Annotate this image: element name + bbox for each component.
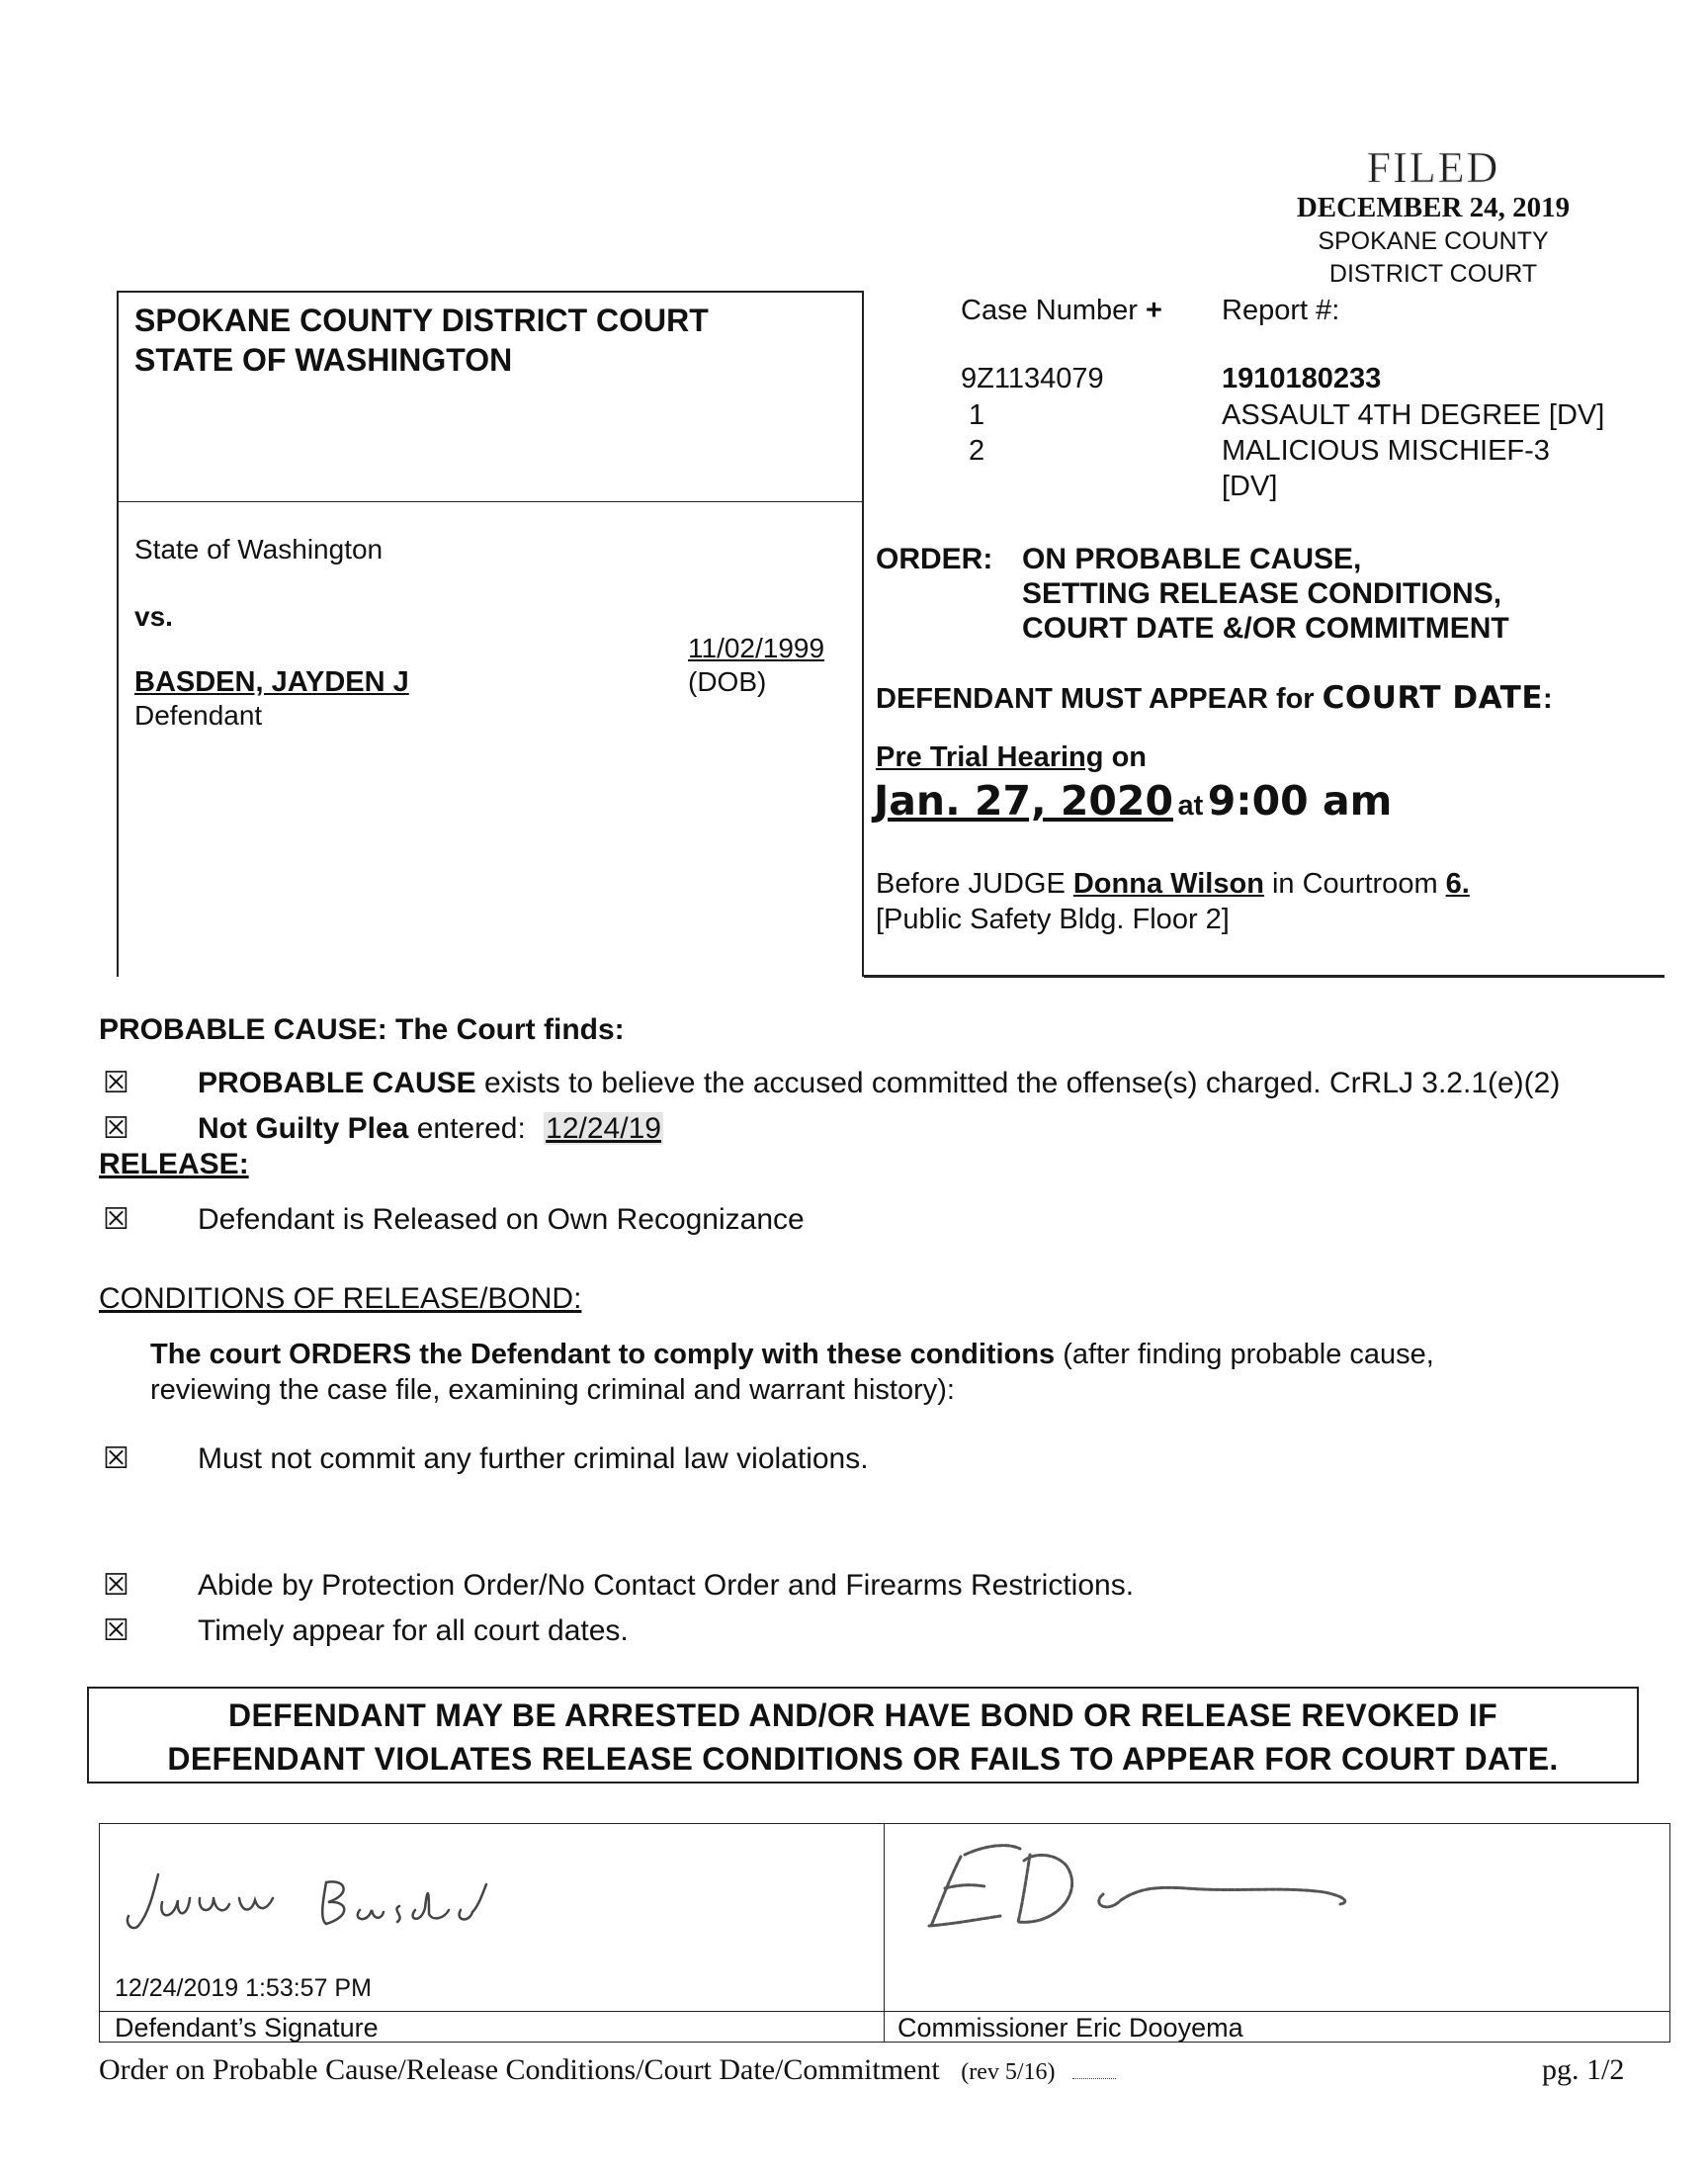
plaintiff: State of Washington [134, 534, 384, 565]
parties-box [117, 502, 864, 977]
case-plus: + [1145, 295, 1162, 326]
page-number: pg. 1/2 [1542, 2053, 1625, 2086]
case-number-label [961, 293, 1162, 328]
form-footer [99, 2050, 1116, 2092]
hearing-type: Pre Trial Hearing [876, 741, 1104, 773]
probable-cause-finding [198, 1066, 1560, 1101]
appear-notice [876, 680, 1553, 717]
order-line-3: COURT DATE &/OR COMMITMENT [1022, 612, 1509, 645]
conditions-heading: CONDITIONS OF RELEASE/BOND: [99, 1282, 582, 1315]
hearing-at: at [1177, 790, 1204, 822]
dob-label: (DOB) [688, 666, 767, 697]
order-line-2: SETTING RELEASE CONDITIONS, [1022, 577, 1502, 610]
appear-colon: : [1543, 683, 1553, 715]
defendant-name: BASDEN, JAYDEN J [134, 666, 409, 698]
commissioner-signature-label: Commissioner Eric Dooyema [897, 2013, 1243, 2043]
court-state: STATE OF WASHINGTON [134, 342, 513, 378]
court-caption-box [117, 291, 864, 502]
courtroom-number: 6. [1445, 868, 1470, 900]
condition-3: Timely appear for all court dates. [198, 1614, 629, 1647]
arrest-warning-box [87, 1687, 1639, 1784]
commissioner-signature [909, 1831, 1443, 1940]
charge-1-number: 1 [969, 399, 985, 431]
probable-cause-text: exists to believe the accused committed the offense(s) charged. CrRLJ 3.2.1(e)(2) [484, 1067, 1561, 1099]
checkbox-probable-cause[interactable]: ☒ [103, 1067, 129, 1099]
checkbox-not-guilty-plea[interactable]: ☒ [103, 1112, 129, 1145]
order-label: ORDER: [876, 543, 993, 575]
filed-stamp [1216, 143, 1651, 291]
filed-date: DECEMBER 24, 2019 [1296, 192, 1571, 223]
charge-1-description: ASSAULT 4TH DEGREE [DV] [1222, 399, 1605, 431]
probable-cause-heading: PROBABLE CAUSE: The Court finds: [99, 1013, 625, 1046]
checkbox-release[interactable]: ☒ [103, 1203, 129, 1236]
filed-label: FILED [1366, 143, 1500, 192]
before-judge: Before JUDGE [876, 868, 1066, 900]
form-title: Order on Probable Cause/Release Conditions/Court Date/Commitment [99, 2053, 940, 2086]
appear-prefix: DEFENDANT MUST APPEAR for [876, 683, 1315, 715]
filed-court-line2: DISTRICT COURT [1328, 260, 1538, 288]
report-number: 1910180233 [1222, 363, 1382, 394]
checkbox-condition-3[interactable]: ☒ [103, 1614, 129, 1647]
condition-1: Must not commit any further criminal law violations. [198, 1442, 869, 1475]
judge-line [876, 866, 1470, 902]
hearing-type-line [876, 740, 1147, 775]
hearing-on: on [1111, 741, 1147, 773]
conditions-intro [150, 1337, 1434, 1372]
warning-line-2: DEFENDANT VIOLATES RELEASE CONDITIONS OR FAILS TO APPEAR FOR COURT DATE. [167, 1741, 1559, 1777]
hearing-time: 9:00 am [1207, 777, 1393, 825]
plea-text: entered: [416, 1112, 526, 1145]
warning-line-1: DEFENDANT MAY BE ARRESTED AND/OR HAVE BOND OR RELEASE REVOKED IF [228, 1697, 1497, 1733]
charge-2-description-cont: [DV] [1222, 471, 1278, 502]
signature-divider [884, 1823, 885, 2043]
defendant-signature-timestamp: 12/24/2019 1:53:57 PM [115, 1974, 372, 2002]
not-guilty-plea [198, 1111, 663, 1147]
hearing-datetime [874, 773, 1392, 838]
checkbox-condition-1[interactable]: ☒ [103, 1442, 129, 1475]
defendant-signature [119, 1855, 534, 1944]
form-revision: (rev 5/16) [961, 2059, 1056, 2085]
conditions-intro-line2: reviewing the case file, examining criminal and warrant history): [150, 1374, 955, 1406]
defendant-dob: 11/02/1999 [688, 633, 825, 663]
conditions-intro-rest: (after finding probable cause, [1063, 1339, 1434, 1370]
conditions-intro-bold: The court ORDERS the Defendant to comply with these conditions [150, 1339, 1056, 1370]
release-item: Defendant is Released on Own Recognizance [198, 1203, 805, 1236]
defendant-label: Defendant [134, 700, 263, 731]
charge-2-number: 2 [969, 435, 985, 467]
hearing-date: Jan. 27, 2020 [874, 777, 1173, 825]
appear-court-date: COURT DATE [1322, 680, 1544, 716]
courtroom-prefix: in Courtroom [1271, 868, 1438, 900]
report-number-label: Report #: [1222, 295, 1340, 326]
court-name: SPOKANE COUNTY DISTRICT COURT [134, 303, 709, 338]
condition-2: Abide by Protection Order/No Contact Order and Firearms Restrictions. [198, 1569, 1135, 1602]
checkbox-condition-2[interactable]: ☒ [103, 1569, 129, 1602]
footer-blank [1072, 2078, 1116, 2079]
probable-cause-bold: PROBABLE CAUSE [198, 1067, 476, 1099]
versus: vs. [134, 601, 173, 632]
defendant-signature-label: Defendant’s Signature [115, 2013, 379, 2043]
hearing-location: [Public Safety Bldg. Floor 2] [876, 904, 1230, 935]
judge-name: Donna Wilson [1072, 868, 1264, 900]
release-heading: RELEASE: [99, 1148, 249, 1180]
plea-bold: Not Guilty Plea [198, 1112, 409, 1145]
charge-2-description: MALICIOUS MISCHIEF-3 [1222, 435, 1550, 467]
case-number-label-text: Case Number [961, 295, 1138, 326]
caption-divider [864, 975, 1665, 978]
plea-date-field[interactable]: 12/24/19 [546, 1112, 661, 1145]
filed-court-line1: SPOKANE COUNTY [1318, 227, 1549, 255]
case-number: 9Z1134079 [961, 363, 1104, 394]
order-line-1: ON PROBABLE CAUSE, [1022, 543, 1362, 575]
